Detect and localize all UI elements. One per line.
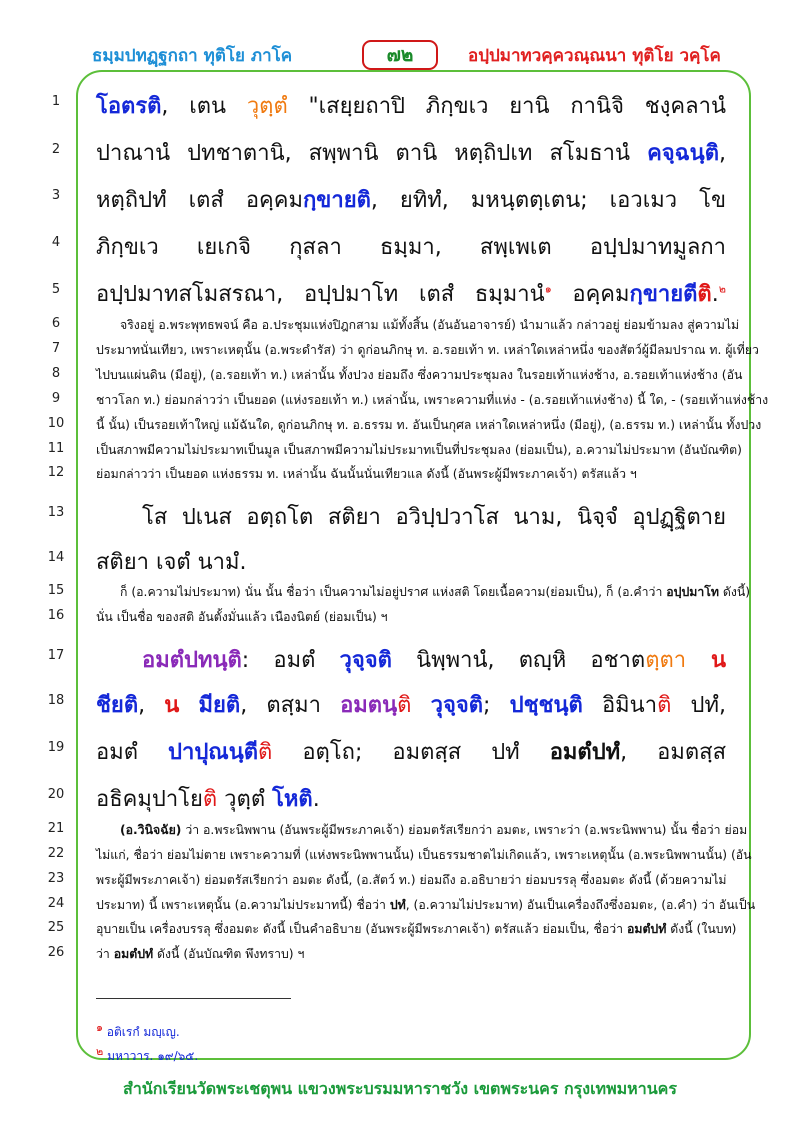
pali-keyword: กฺขายตี [629,282,698,307]
pali-line-17 [142,642,726,677]
pali-heading: อมตํปทนฺติ [142,648,242,673]
thai-line-25 [96,920,737,939]
pali-red: ติ [397,693,412,718]
pali-line-13: โส ปเนส อตฺถโต สติยา อวิปฺปวาโส นาม, นิจฺจํ อุปฏฺฐิตาย [142,505,726,530]
pali-red: น [164,693,180,718]
pali-keyword: คจฺฉนฺติ [647,141,719,166]
bold-term: (อ.วินิจฉัย) [120,823,182,837]
pali-red: ติ [202,787,218,812]
bold-term: อมตํปทํ [549,740,621,765]
bold-term: อปฺปมาโท [666,585,719,599]
thai-line-16: นั่น เป็นชื่อ ของสติ อันตั้งมั่นแล้ว เนืองนิตย์ (ย่อมเป็น) ฯ [96,610,388,624]
pali-red: น [686,648,726,673]
pali-keyword: วุจฺจติ [430,693,484,718]
thai-line-21 [96,821,748,840]
line-number: 10 [47,416,65,431]
line-number: 20 [47,787,65,802]
text-run: อตฺโถ; อมตสฺส ปทํ [272,740,550,765]
pali-keyword: วุจฺจติ [339,648,392,673]
thai-line-10: นี้ นั้น) เป็นรอยเท้าใหญ่ แม้ฉันใด, ดูก่อนภิกษุ ท. อ.ธรรม ท. อันเป็นกุศล เหล่าใดเหล่าหนึ่ง (มีอยู่), (อ.ธรรม ท.) เหล่านั้น ทั้งปวง [96,418,762,432]
text-run: , เตน [161,94,247,119]
pali-keyword: ปชฺชนฺติ [509,693,583,718]
footnote-mark: ๑ [96,1021,103,1034]
thai-line-24 [96,896,756,915]
thai-line-9: ชาวโลก ท.) ย่อมกล่าวว่า เป็นยอด (แห่งรอยเท้า ท.) เหล่านั้น, เพราะความที่แห่ง - (อ.รอยเท้าแห่งช้าง) นี้ ใด, - (รอยเท้าแห่งช้าง [96,393,769,407]
line-number: 26 [47,945,65,960]
pali-line-18 [96,687,726,722]
page-number: ๗๒ [362,40,438,70]
line-number: 4 [51,235,61,250]
text-run: : อมตํ [241,648,340,673]
line-number: 1 [51,94,61,109]
text-run: นิพฺพานํ, ตญฺหิ อชาต [391,648,646,673]
text-run: ดังนี้) [718,585,751,599]
text-run: อุบายเป็น เครื่องบรรลุ ซึ่งอมตะ ดังนี้ เป็นคำอธิบาย (อันพระผู้มีพระภาคเจ้า) ตรัสแล้ว ย่อมเป็น, ชื่อว่า [96,922,627,936]
line-number: 12 [47,465,65,480]
pali-red: ติ [657,693,672,718]
bold-term: อมตํปทํ [113,947,154,961]
text-run: ประมาท) นี้ เพราะเหตุนั้น (อ.ความไม่ประมาทนี้) ชื่อว่า [96,898,390,912]
footnote-mark: ๒ [96,1045,104,1058]
pali-orange: ตฺตา [645,648,687,673]
text-run: อคฺคม [551,282,630,307]
line-number: 7 [51,341,61,356]
pali-purple: อมตนฺ [340,693,398,718]
line-number: 19 [47,740,65,755]
thai-line-26 [96,945,726,964]
text-run: , (อ.ความไม่ประมาท) อันเป็นเครื่องถึงซึ่งอมตะ, (อ.คำ) ว่า อันเป็น [405,898,756,912]
thai-line-15 [96,583,751,602]
text-run: , [138,693,165,718]
thai-line-6: จริงอยู่ อ.พระพุทธพจน์ คือ อ.ประชุมแห่งปิฎกสาม แม้ทั้งสิ้น (อันอันอาจารย์) นำมาแล้ว กล่าวอยู่ ย่อมข้ามลง สู่ความไม่ [120,318,740,332]
line-number: 21 [47,821,65,836]
line-number: 25 [47,920,65,935]
text-run: หตฺถิปทํ เตสํ อคฺคม [96,188,303,213]
pali-line-1 [96,88,726,123]
line-number: 5 [51,282,61,297]
line-number: 8 [51,366,61,381]
thai-line-23: พระผู้มีพระภาคเจ้า) ย่อมตรัสเรียกว่า อมตะ ดังนี้, (อ.สัตว์ ท.) ย่อมถึง อ.อธิบายว่า ย่อมบรรลุ ซึ่งอมตะ ดังนี้ (ด้วยความไม่ [96,873,727,887]
text-run: ดังนี้ (ในบท) [666,922,737,936]
line-number: 9 [51,391,61,406]
header-book-title: ธมฺมปทฏฺฐกถา ทุติโย ภาโค [92,46,293,66]
line-number: 23 [47,871,65,886]
line-number: 13 [47,505,65,520]
text-run: ปาณานํ ปทชาตานิ, สพฺพานิ ตานิ หตฺถิปเท สโมธานํ [96,141,648,166]
text-run: "เสยฺยถาปิ ภิกฺขเว ยานิ กานิจิ ชงฺคลานํ [287,94,726,119]
pali-line-19 [96,734,726,769]
text-run: อธิคมุปาโย [96,787,203,812]
text-run: วุตฺตํ [217,787,273,812]
footnote-mark: ๒ [718,282,726,296]
line-number: 24 [47,896,65,911]
footnote-text: มหาวาร. ๑๙/๖๕. [103,1049,199,1063]
text-run: อิมินา [582,693,658,718]
pali-keyword: ชียติ [96,693,139,718]
thai-line-12: ย่อมกล่าวว่า เป็นยอด แห่งธรรม ท. เหล่านั้น ฉันนั้นนั่นเทียวแล ดังนี้ (อันพระผู้มีพระภาคเจ้า) ตรัสแล้ว ฯ [96,467,637,481]
text-run: ปทํ, [671,693,726,718]
text-run: ก็ (อ.ความไม่ประมาท) นั่น นั้น ชื่อว่า เป็นความไม่อยู่ปราศ แห่งสติ โดยเนื้อความ(ย่อมเป็น), ก็ (อ.คำว่า [120,585,667,599]
line-number: 18 [47,693,65,708]
pali-red: ติ [258,740,273,765]
line-number: 17 [47,648,65,663]
pali-red: ติ [697,282,712,307]
page-footer: สำนักเรียนวัดพระเชตุพน แขวงพระบรมมหาราชวัง เขตพระนคร กรุงเทพมหานคร [123,1079,677,1098]
pali-keyword: ปาปุณนฺตี [168,740,259,765]
pali-keyword: โอตรติ [96,94,162,119]
footnote-mark: ๑ [544,282,552,296]
line-number: 22 [47,846,65,861]
header-chapter-title: อปฺปมาทวคฺควณฺณนา ทุติโย วคฺโค [468,46,721,66]
pali-line-14: สติยา เจตํ นามํ. [96,550,247,575]
thai-line-7: ประมาทนั่นเทียว, เพราะเหตุนั้น (อ.พระดำรัส) ว่า ดูก่อนภิกษุ ท. อ.รอยเท้า ท. เหล่าใดเหล่าหนึ่ง ของสัตว์ผู้มีลมปราณ ท. ผู้เที่ยว [96,343,759,357]
footnote-divider [96,998,291,999]
text-run: ดังนี้ (อันบัณฑิต พึงทราบ) ฯ [153,947,305,961]
line-number: 16 [47,608,65,623]
line-number: 14 [47,550,65,565]
pali-line-4: ภิกฺขเว เยเกจิ กุสลา ธมฺมา, สพฺเพเต อปฺปมาทมูลกา [96,235,726,260]
bold-term: อมตํปทํ [626,922,667,936]
text-run: . [312,787,320,812]
text-run: ว่า อ.พระนิพพาน (อันพระผู้มีพระภาคเจ้า) ย่อมตรัสเรียกว่า อมตะ, เพราะว่า (อ.พระนิพพาน) นั้น ชื่อว่า ย่อม [181,823,748,837]
text-run: อมตํ [96,740,168,765]
thai-line-11: เป็นสภาพมีความไม่ประมาทเป็นมูล เป็นสภาพมีความไม่ประมาทเป็นที่ประชุมลง (ย่อมเป็น), อ.ความไม่ประมาท (อันบัณฑิต) [96,443,742,457]
text-run: , [719,141,726,166]
line-number: 15 [47,583,65,598]
text-run: , อมตสฺส [620,740,726,765]
text-run [411,693,430,718]
text-run: . [711,282,719,307]
text-run: ว่า [96,947,114,961]
text-run [179,693,198,718]
footnote-1 [96,1018,180,1042]
pali-line-20 [96,781,726,816]
pali-orange: วุตฺตํ [246,94,288,119]
thai-line-8: ไปบนแผ่นดิน (มีอยู่), (อ.รอยเท้า ท.) เหล่านั้น ทั้งปวง ย่อมถึง ซึ่งความประชุมลง ในรอยเท้าแห่งช้าง, อ.รอยเท้าแห่งช้าง (อัน [96,368,743,382]
line-number: 6 [51,316,61,331]
footnote-2 [96,1042,198,1066]
pali-line-2 [96,135,726,170]
pali-line-5 [96,276,726,311]
pali-line-3 [96,182,726,217]
thai-line-22: ไม่แก่, ชื่อว่า ย่อมไม่ตาย เพราะความที่ (แห่งพระนิพพานนั้น) เป็นธรรมชาตไม่เกิดแล้ว, เพราะเหตุนั้น (อ.พระนิพพานนั้น) (อัน [96,848,752,862]
text-run: อปฺปมาทสโมสรณา, อปฺปมาโท เตสํ ธมฺมานํ [96,282,545,307]
pali-keyword: โหติ [272,787,313,812]
text-run: ; [483,693,510,718]
pali-keyword: มียติ [198,693,241,718]
footnote-text: อติเรกํ มญฺเญ. [102,1025,180,1039]
line-number: 2 [51,142,61,157]
bold-term: ปทํ [389,898,406,912]
text-run: , ยทิทํ, มหนฺตตฺเตน; เอวเมว โข [370,188,726,213]
line-number: 3 [51,188,61,203]
pali-keyword: กฺขายติ [302,188,371,213]
line-number: 11 [47,441,65,456]
text-run: , ตสฺมา [240,693,341,718]
